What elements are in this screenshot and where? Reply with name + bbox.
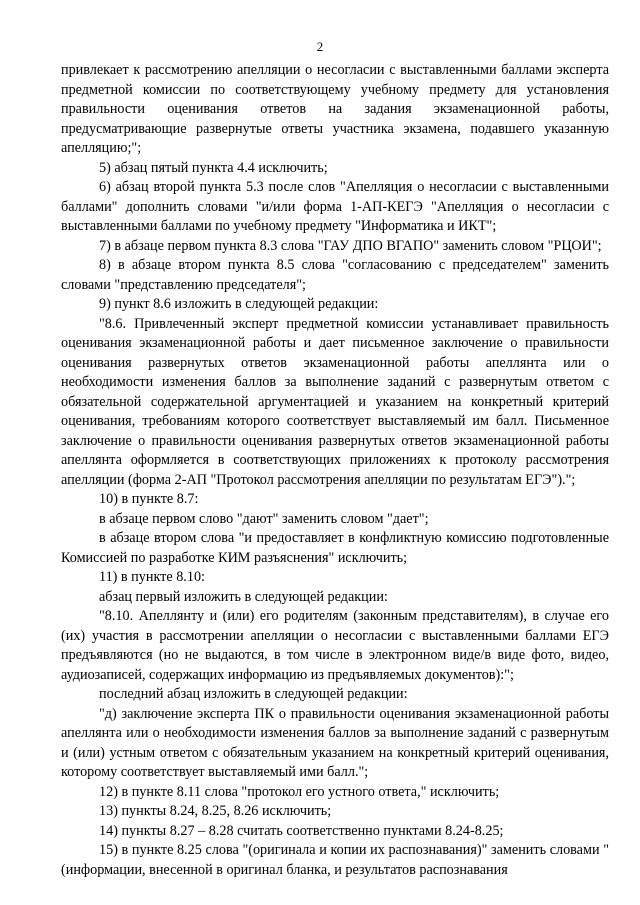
paragraph: 7) в абзаце первом пункта 8.3 слова "ГАУ ДПО ВГАПО" заменить словом "РЦОИ"; [99,237,602,254]
paragraph: 5) абзац пятый пункта 4.4 исключить; [99,159,328,176]
paragraph: 14) пункты 8.27 – 8.28 считать соответственно пунктами 8.24-8.25; [99,822,504,839]
paragraph: "8.6. Привлеченный эксперт предметной комиссии устанавливает правильность оценивания экзаменационной работы и дает письменное заключение о правильности оценивания развернутых ответов экзаменационной работы апеллянта или о необходимости изменения баллов за выполнение заданий с развернутым ответом с обязательной содержательной аргументацией и указанием на конкретный критерий оценивания, требованиям которого соответствует выставляемый им балл. Письменное заключение о правильности оценивания развернутых ответов экзаменационной работы апеллянта оформляется в соответствующих приложениях к протоколу рассмотрения апелляции (форма 2-АП "Протокол рассмотрения апелляции по результатам ЕГЭ")."; [61,315,609,488]
paragraph: 15) в пункте 8.25 слова "(оригинала и копии их распознавания)" заменить словами "(информации, внесенной в оригинал бланка, и результатов распознавания [61,842,609,878]
paragraph: "8.10. Апеллянту и (или) его родителям (законным представителям), в случае его (их) участия в рассмотрении апелляции о несогласии с выставленными баллами ЕГЭ предъявляются (но не выдаются, в том числе в электронном виде/в виде фото, видео, аудиозаписей, содержащих информацию из предъявляемых документов):"; [61,608,609,683]
paragraph: 8) в абзаце втором пункта 8.5 слова "согласованию с председателем" заменить словами "представлению председателя"; [61,257,609,293]
paragraph: "д) заключение эксперта ПК о правильности оценивания экзаменационной работы апеллянта или о необходимости изменения баллов за выполнение заданий с развернутым и (или) устным ответом с обязательным указанием на конкретный критерий оценивания, которому соответствует выставляемый ими балл."; [61,705,609,780]
paragraph: 6) абзац второй пункта 5.3 после слов "Апелляция о несогласии с выставленными баллами" дополнить словами "и/или форма 1-АП-КЕГЭ "Апелляция о несогласии с выставленными баллами по учебному предмету "Информатика и ИКТ"; [61,179,609,234]
paragraph: абзац первый изложить в следующей редакции: [99,588,388,605]
page-number: 2 [316,39,324,54]
paragraph: в абзаце первом слово "дают" заменить словом "дает"; [99,510,429,527]
paragraph: 10) в пункте 8.7: [99,491,199,507]
paragraph: 11) в пункте 8.10: [99,569,205,585]
paragraph: 12) в пункте 8.11 слова "протокол его устного ответа," исключить; [99,783,500,800]
paragraph: 13) пункты 8.24, 8.25, 8.26 исключить; [99,803,332,819]
paragraph: в абзаце втором слова "и предоставляет в конфликтную комиссию подготовленные Комиссией по разработке КИМ разъяснения" исключить; [61,530,609,566]
paragraph: последний абзац изложить в следующей редакции: [99,686,408,702]
document-body [61,61,609,880]
paragraph: 9) пункт 8.6 изложить в следующей редакции: [99,296,379,312]
paragraph: привлекает к рассмотрению апелляции о несогласии с выставленными баллами эксперта предметной комиссии по соответствующему учебному предмету для установления правильности оценивания ответов на задания экзаменационной работы, предусматривающие развернутые ответы участника экзамена, подавшего указанную апелляцию;"; [61,62,609,156]
